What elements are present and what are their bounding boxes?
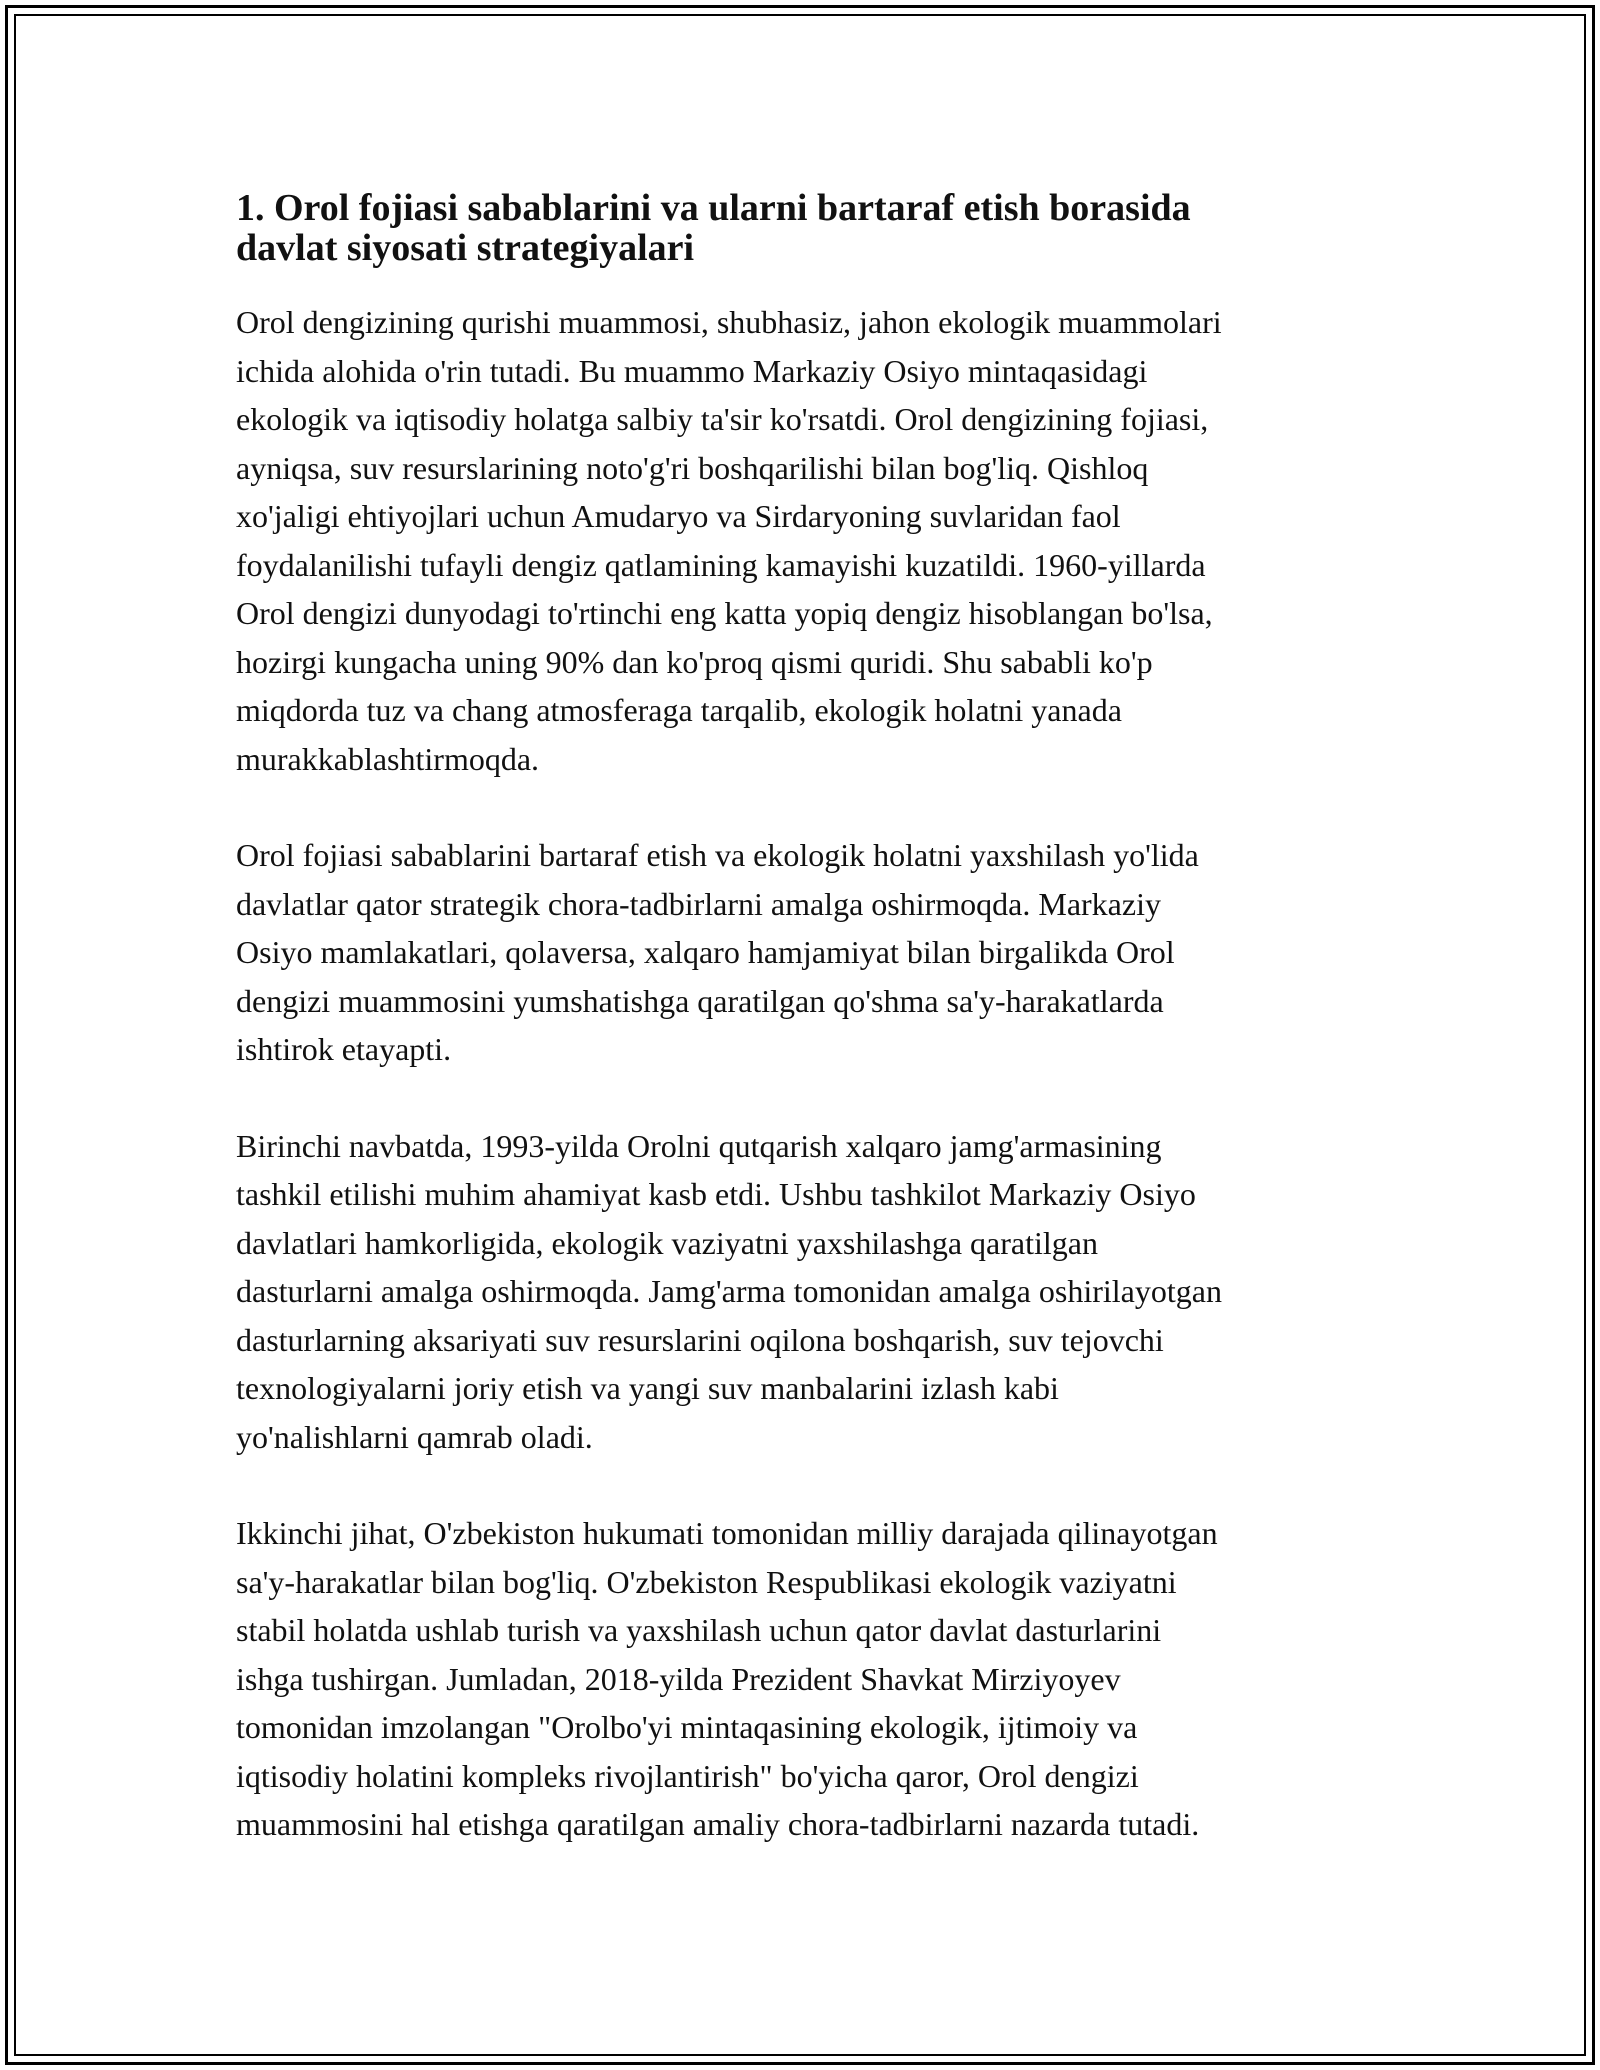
paragraph-line: muammosini hal etishga qaratilgan amaliy chora-tadbirlarni nazarda tutadi. xyxy=(236,1806,1200,1842)
paragraph-line: ichida alohida o'rin tutadi. Bu muammo Markaziy Osiyo mintaqasidagi xyxy=(236,352,1148,389)
paragraph-line: iqtisodiy holatini kompleks rivojlantirish" bo'yicha qaror, Orol dengizi xyxy=(236,1757,1139,1794)
paragraph-line: texnologiyalarni joriy etish va yangi suv manbalarini izlash kabi xyxy=(236,1370,1059,1406)
paragraph-line: davlatlari hamkorligida, ekologik vaziyatni yaxshilashga qaratilgan xyxy=(236,1224,1098,1261)
paragraph xyxy=(236,298,1386,783)
section-heading-line-2: davlat siyosati strategiyalari xyxy=(236,227,695,269)
paragraph-line: ekologik va iqtisodiy holatga salbiy ta'sir ko'rsatdi. Orol dengizining fojiasi, xyxy=(236,401,1209,437)
paragraph-line: Orol dengizi dunyodagi to'rtinchi eng katta yopiq dengiz hisoblangan bo'lsa, xyxy=(236,595,1213,631)
paragraph xyxy=(236,831,1386,1074)
paragraph-list xyxy=(236,298,1386,1849)
paragraph-line: dengizi muammosini yumshatishga qaratilgan qo'shma sa'y-harakatlarda xyxy=(236,982,1164,1019)
paragraph-line: murakkablashtirmoqda. xyxy=(236,740,540,777)
paragraph-line: Ikkinchi jihat, O'zbekiston hukumati tomonidan milliy darajada qilinayotgan xyxy=(236,1515,1218,1551)
paragraph-line: Orol dengizining qurishi muammosi, shubhasiz, jahon ekologik muammolari xyxy=(236,304,1222,340)
paragraph-line: sa'y-harakatlar bilan bog'liq. O'zbekiston Respublikasi ekologik vaziyatni xyxy=(236,1563,1177,1600)
paragraph-line: miqdorda tuz va chang atmosferaga tarqalib, ekologik holatni yanada xyxy=(236,692,1122,728)
paragraph-line: foydalanilishi tufayli dengiz qatlamining kamayishi kuzatildi. 1960-yillarda xyxy=(236,546,1206,583)
paragraph-line: hozirgi kungacha uning 90% dan ko'proq qismi quridi. Shu sababli ko'p xyxy=(236,643,1153,680)
paragraph-line: Birinchi navbatda, 1993-yilda Orolni qutqarish xalqaro jamg'armasining xyxy=(236,1127,1162,1164)
paragraph-line: tomonidan imzolangan "Orolbo'yi mintaqasining ekologik, ijtimoiy va xyxy=(236,1709,1138,1745)
paragraph-line: xo'jaligi ehtiyojlari uchun Amudaryo va Sirdaryoning suvlaridan faol xyxy=(236,498,1121,534)
paragraph-line: ayniqsa, suv resurslarining noto'g'ri boshqarilishi bilan bog'liq. Qishloq xyxy=(236,449,1149,486)
paragraph-line: ishga tushirgan. Jumladan, 2018-yilda Prezident Shavkat Mirziyoyev xyxy=(236,1660,1121,1697)
paragraph-line: ishtirok etayapti. xyxy=(236,1031,452,1067)
paragraph xyxy=(236,1509,1386,1849)
paragraph-line: tashkil etilishi muhim ahamiyat kasb etdi. Ushbu tashkilot Markaziy Osiyo xyxy=(236,1176,1196,1212)
document-body xyxy=(236,188,1386,1849)
paragraph xyxy=(236,1122,1386,1462)
paragraph-line: dasturlarni amalga oshirmoqda. Jamg'arma tomonidan amalga oshirilayotgan xyxy=(236,1273,1222,1309)
paragraph-line: davlatlar qator strategik chora-tadbirlarni amalga oshirmoqda. Markaziy xyxy=(236,885,1161,922)
section-heading xyxy=(236,188,1386,268)
paragraph-line: dasturlarning aksariyati suv resurslarini oqilona boshqarish, suv tejovchi xyxy=(236,1321,1164,1358)
paragraph-line: stabil holatda ushlab turish va yaxshilash uchun qator davlat dasturlarini xyxy=(236,1612,1162,1648)
paragraph-line: yo'nalishlarni qamrab oladi. xyxy=(236,1418,593,1455)
paragraph-line: Orol fojiasi sabablarini bartaraf etish va ekologik holatni yaxshilash yo'lida xyxy=(236,837,1199,873)
paragraph-line: Osiyo mamlakatlari, qolaversa, xalqaro hamjamiyat bilan birgalikda Orol xyxy=(236,934,1175,970)
section-heading-line-1: 1. Orol fojiasi sabablarini va ularni bartaraf etish borasida xyxy=(236,187,1191,229)
